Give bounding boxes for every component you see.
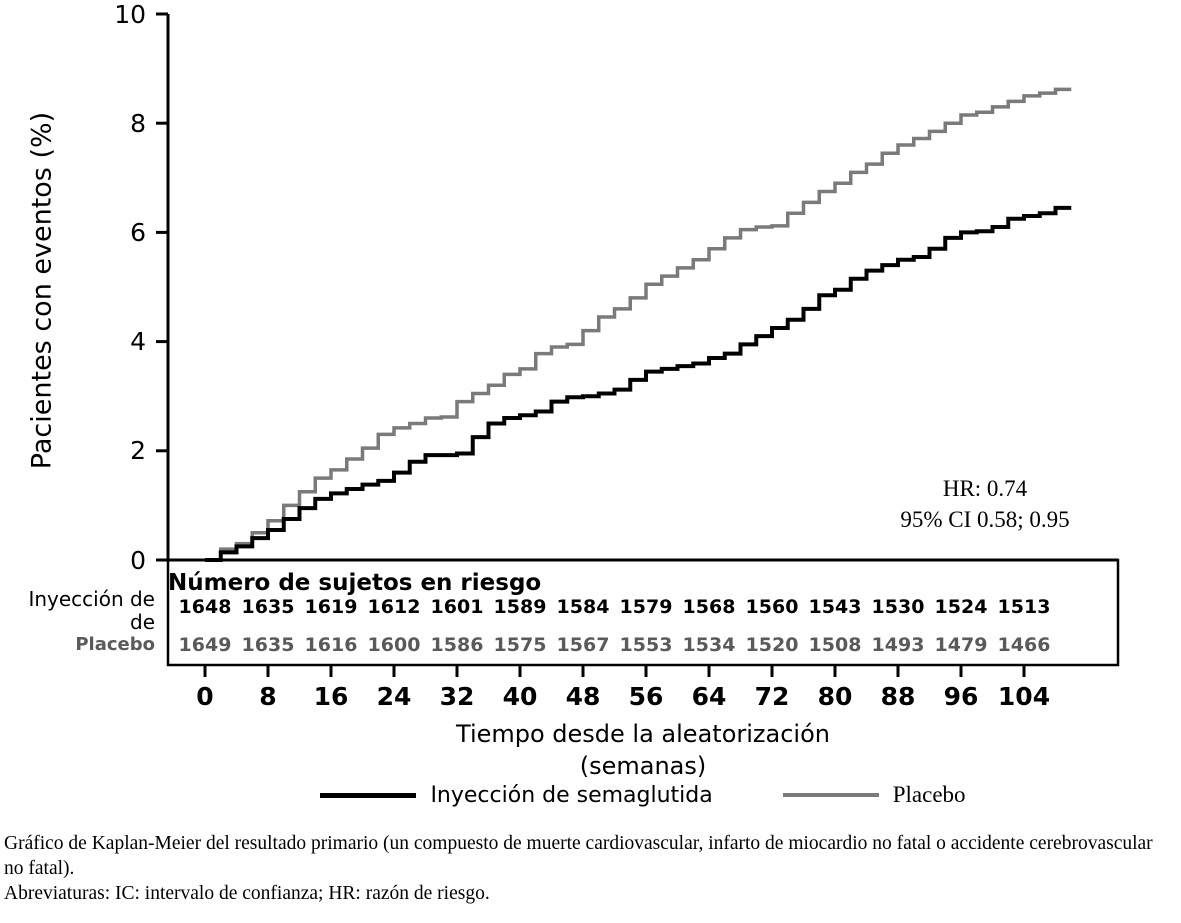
- risk-value: 1601: [430, 596, 484, 618]
- risk-value: 1616: [304, 634, 358, 656]
- y-tick-8: 8: [130, 109, 146, 138]
- x-tick-32: 32: [439, 682, 475, 711]
- figure-caption: [4, 832, 1174, 906]
- risk-value: 1493: [871, 634, 925, 656]
- x-tick-56: 56: [628, 682, 664, 711]
- caption-line-1: Gráfico de Kaplan-Meier del resultado primario (un compuesto de muerte cardiovascular, infarto de miocardio no fatal o accidente cerebrovascular no fatal).: [4, 833, 1153, 879]
- legend-item-placebo: [783, 782, 966, 808]
- risk-value: 1584: [556, 596, 610, 618]
- x-tick-96: 96: [943, 682, 979, 711]
- risk-row-label-placebo: Placebo: [75, 634, 155, 655]
- risk-value: 1589: [493, 596, 547, 618]
- x-axis-title-line1: Tiempo desde la aleatorización: [456, 720, 830, 748]
- x-tick-24: 24: [376, 682, 412, 711]
- risk-value: 1586: [430, 634, 484, 656]
- y-tick-10: 10: [114, 0, 146, 29]
- risk-value: 1648: [178, 596, 232, 618]
- risk-table-title: Número de sujetos en riesgo: [168, 570, 542, 596]
- risk-value: 1466: [997, 634, 1051, 656]
- x-tick-40: 40: [502, 682, 538, 711]
- x-tick-72: 72: [754, 682, 790, 711]
- risk-value: 1543: [808, 596, 862, 618]
- legend: [168, 782, 1118, 808]
- legend-label-placebo: Placebo: [892, 782, 966, 807]
- risk-row-label-semaglutide-line1: Inyección de: [28, 587, 155, 611]
- x-axis-title: [168, 718, 1118, 783]
- y-tick-2: 2: [130, 436, 146, 465]
- x-tick-0: 0: [196, 682, 214, 711]
- risk-value: 1575: [493, 634, 547, 656]
- risk-value: 1635: [241, 634, 295, 656]
- caption-line-2: Abreviaturas: IC: intervalo de confianza; HR: razón de riesgo.: [4, 882, 490, 904]
- y-tick-6: 6: [130, 218, 146, 247]
- y-tick-4: 4: [130, 327, 146, 356]
- ci-value: 95% CI 0.58; 0.95: [900, 507, 1070, 533]
- risk-value: 1612: [367, 596, 421, 618]
- legend-swatch-placebo: [783, 793, 879, 797]
- y-tick-0: 0: [130, 546, 146, 575]
- risk-value: 1567: [556, 634, 610, 656]
- risk-value: 1479: [934, 634, 988, 656]
- risk-value: 1530: [871, 596, 925, 618]
- risk-value: 1513: [997, 596, 1051, 618]
- legend-swatch-semaglutide: [320, 793, 416, 798]
- x-tick-48: 48: [565, 682, 601, 711]
- risk-value: 1534: [682, 634, 736, 656]
- risk-value: 1560: [745, 596, 799, 618]
- x-tick-64: 64: [691, 682, 727, 711]
- hazard-ratio-annotation: [860, 473, 1110, 535]
- risk-value: 1649: [178, 634, 232, 656]
- legend-label-semaglutide: Inyección de semaglutida: [430, 782, 713, 808]
- x-axis-title-line2: (semanas): [579, 752, 707, 781]
- risk-value: 1635: [241, 596, 295, 618]
- risk-row-label-semaglutide: [0, 588, 155, 634]
- y-axis-title: Pacientes con eventos (%): [26, 111, 58, 470]
- risk-value: 1520: [745, 634, 799, 656]
- risk-value: 1508: [808, 634, 862, 656]
- risk-value: 1568: [682, 596, 736, 618]
- x-tick-88: 88: [880, 682, 916, 711]
- risk-row-label-semaglutide-line2: de: [130, 610, 155, 634]
- hr-value: HR: 0.74: [942, 476, 1028, 501]
- risk-value: 1600: [367, 634, 421, 656]
- risk-value: 1579: [619, 596, 673, 618]
- risk-value: 1619: [304, 596, 358, 618]
- x-tick-16: 16: [313, 682, 349, 711]
- x-tick-104: 104: [997, 682, 1051, 711]
- y-ticks: [114, 0, 168, 575]
- x-ticks: [196, 665, 1050, 711]
- x-tick-8: 8: [259, 682, 277, 711]
- legend-item-semaglutide: [320, 783, 712, 808]
- risk-value: 1524: [934, 596, 988, 618]
- x-tick-80: 80: [817, 682, 853, 711]
- risk-value: 1553: [619, 634, 673, 656]
